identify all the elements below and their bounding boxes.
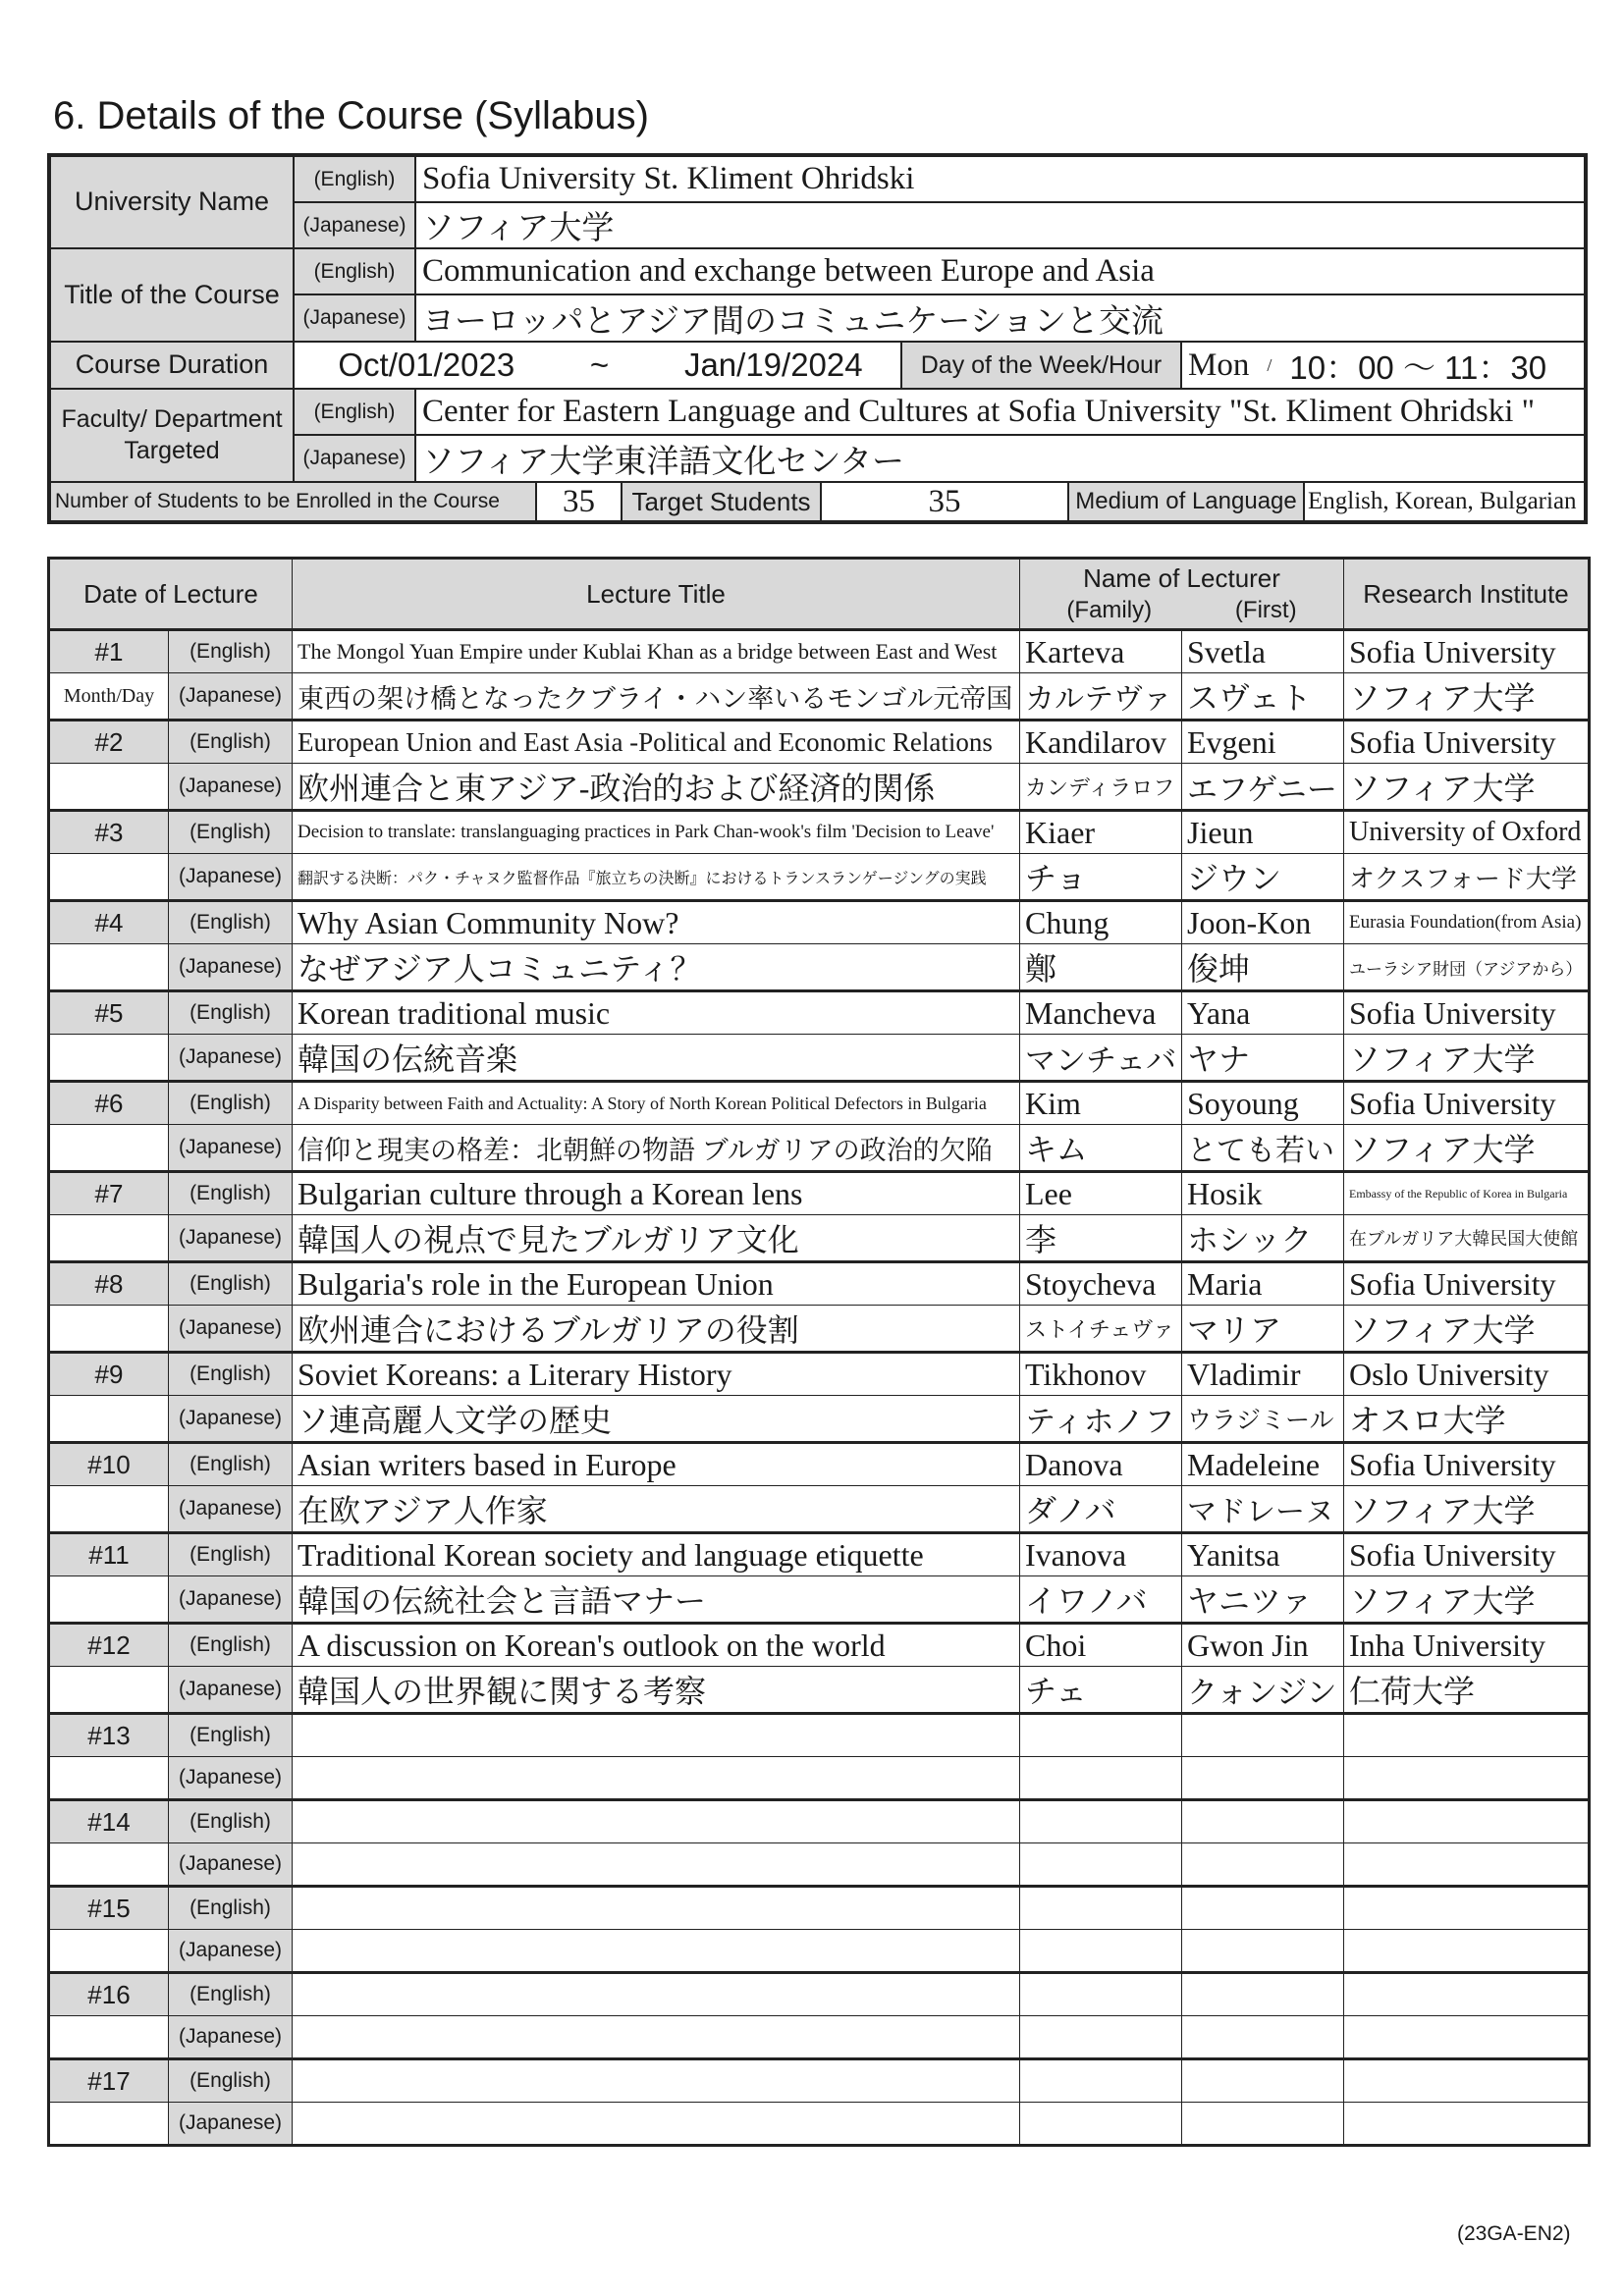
header-first: (First) bbox=[1234, 597, 1297, 624]
lecture-number: #13 bbox=[49, 1714, 169, 1757]
lecture-family-jp bbox=[1020, 2103, 1182, 2146]
lecture-family-en bbox=[1020, 1973, 1182, 2016]
lecture-inst-jp: ソフィア大学 bbox=[1344, 1125, 1590, 1172]
target-students-label: Target Students bbox=[622, 482, 821, 521]
lecture-title-jp bbox=[293, 1757, 1020, 1800]
lecture-row-japanese bbox=[49, 1843, 1590, 1887]
lecture-title-en: The Mongol Yuan Empire under Kublai Khan as a bridge between East and West bbox=[293, 630, 1020, 673]
lecture-date bbox=[49, 854, 169, 901]
lecture-family-jp: イワノバ bbox=[1020, 1576, 1182, 1624]
lecture-family-en: Tikhonov bbox=[1020, 1353, 1182, 1396]
lecture-family-jp bbox=[1020, 1930, 1182, 1973]
day-separator: / bbox=[1267, 354, 1272, 375]
lecture-inst-jp: ソフィア大学 bbox=[1344, 673, 1590, 721]
lecture-date bbox=[49, 2016, 169, 2059]
english-label: (English) bbox=[169, 1973, 293, 2016]
lecture-title-jp: 韓国人の世界観に関する考察 bbox=[293, 1667, 1020, 1714]
lecture-date bbox=[49, 1035, 169, 1082]
duration-start: Oct/01/2023 bbox=[338, 347, 515, 383]
course-title-jp: ヨーロッパとアジア間のコミュニケーションと交流 bbox=[415, 294, 1585, 342]
lecture-first-jp: 俊坤 bbox=[1182, 944, 1344, 991]
lecture-family-en: Ivanova bbox=[1020, 1533, 1182, 1576]
lecture-first-jp: ウラジミール bbox=[1182, 1396, 1344, 1443]
lecture-family-en: Danova bbox=[1020, 1443, 1182, 1486]
lecture-first-en: Joon-Kon bbox=[1182, 901, 1344, 944]
japanese-label: (Japanese) bbox=[294, 435, 415, 482]
lecture-family-en: Kiaer bbox=[1020, 811, 1182, 854]
lecture-inst-jp: オスロ大学 bbox=[1344, 1396, 1590, 1443]
japanese-label: (Japanese) bbox=[169, 2016, 293, 2059]
lecture-family-en bbox=[1020, 1800, 1182, 1843]
university-name-label: University Name bbox=[50, 156, 294, 248]
lecture-number: #14 bbox=[49, 1800, 169, 1843]
lecture-title-en bbox=[293, 1973, 1020, 2016]
lecture-family-jp: チョ bbox=[1020, 854, 1182, 901]
lecture-row-japanese bbox=[49, 764, 1590, 811]
english-label: (English) bbox=[169, 1624, 293, 1667]
lecture-first-en bbox=[1182, 1887, 1344, 1930]
enrolled-count: 35 bbox=[536, 482, 622, 521]
lecture-family-en: Stoycheva bbox=[1020, 1262, 1182, 1306]
lecture-title-jp: 翻訳する決断：パク・チャヌク監督作品『旅立ちの決断』におけるトランスランゲージングの実践 bbox=[293, 854, 1020, 901]
lecture-family-en: Lee bbox=[1020, 1172, 1182, 1215]
lecture-inst-jp: 在ブルガリア大韓民国大使館 bbox=[1344, 1215, 1590, 1262]
lecture-table bbox=[47, 557, 1591, 2147]
faculty-jp: ソフィア大学東洋語文化センター bbox=[415, 435, 1585, 482]
english-label: (English) bbox=[169, 1082, 293, 1125]
lecture-inst-jp: ソフィア大学 bbox=[1344, 1576, 1590, 1624]
lecture-family-jp: カルテヴァ bbox=[1020, 673, 1182, 721]
lecture-family-en bbox=[1020, 1714, 1182, 1757]
japanese-label: (Japanese) bbox=[294, 202, 415, 248]
lecture-family-en: Chung bbox=[1020, 901, 1182, 944]
lecture-title-jp: 韓国の伝統社会と言語マナー bbox=[293, 1576, 1020, 1624]
lecture-inst-en: Sofia University bbox=[1344, 1533, 1590, 1576]
lecture-family-en: Karteva bbox=[1020, 630, 1182, 673]
lecture-family-jp bbox=[1020, 1757, 1182, 1800]
japanese-label: (Japanese) bbox=[294, 294, 415, 342]
lecture-row-english bbox=[49, 1353, 1590, 1396]
lecture-family-jp: ダノバ bbox=[1020, 1486, 1182, 1533]
lecture-row-english bbox=[49, 721, 1590, 764]
japanese-label: (Japanese) bbox=[169, 1215, 293, 1262]
lecture-family-en: Choi bbox=[1020, 1624, 1182, 1667]
english-label: (English) bbox=[169, 1262, 293, 1306]
lecture-date bbox=[49, 1576, 169, 1624]
lecture-first-jp: とても若い bbox=[1182, 1125, 1344, 1172]
lecture-title-en: Traditional Korean society and language etiquette bbox=[293, 1533, 1020, 1576]
lecture-inst-en bbox=[1344, 1714, 1590, 1757]
lecture-first-en bbox=[1182, 1714, 1344, 1757]
lecture-family-en bbox=[1020, 1887, 1182, 1930]
lecture-inst-en: Eurasia Foundation(from Asia) bbox=[1344, 901, 1590, 944]
lecture-number: #3 bbox=[49, 811, 169, 854]
lecture-family-jp: カンディラロフ bbox=[1020, 764, 1182, 811]
english-label: (English) bbox=[169, 630, 293, 673]
lecture-date bbox=[49, 1486, 169, 1533]
lecture-first-en bbox=[1182, 1800, 1344, 1843]
lecture-number: #8 bbox=[49, 1262, 169, 1306]
lecture-number: #17 bbox=[49, 2059, 169, 2103]
english-label: (English) bbox=[169, 1172, 293, 1215]
lecture-title-en: Asian writers based in Europe bbox=[293, 1443, 1020, 1486]
japanese-label: (Japanese) bbox=[169, 673, 293, 721]
english-label: (English) bbox=[169, 721, 293, 764]
japanese-label: (Japanese) bbox=[169, 2103, 293, 2146]
lecture-family-jp bbox=[1020, 1843, 1182, 1887]
lecture-number: #4 bbox=[49, 901, 169, 944]
japanese-label: (Japanese) bbox=[169, 1930, 293, 1973]
lecture-inst-jp bbox=[1344, 1930, 1590, 1973]
english-label: (English) bbox=[294, 389, 415, 435]
hour: 10：00 ～ 11：30 bbox=[1289, 348, 1547, 386]
day: Mon bbox=[1188, 347, 1250, 383]
lecture-title-en: A discussion on Korean's outlook on the world bbox=[293, 1624, 1020, 1667]
lecture-number: #2 bbox=[49, 721, 169, 764]
english-label: (English) bbox=[169, 901, 293, 944]
english-label: (English) bbox=[169, 1714, 293, 1757]
lecture-row-english bbox=[49, 1262, 1590, 1306]
lecture-inst-en: Sofia University bbox=[1344, 721, 1590, 764]
lecture-number: #16 bbox=[49, 1973, 169, 2016]
english-label: (English) bbox=[169, 1443, 293, 1486]
lecture-inst-en: Sofia University bbox=[1344, 1443, 1590, 1486]
lecture-inst-jp: オクスフォード大学 bbox=[1344, 854, 1590, 901]
lecture-first-jp: スヴェト bbox=[1182, 673, 1344, 721]
lecture-first-jp bbox=[1182, 2103, 1344, 2146]
lecture-first-jp: ホシック bbox=[1182, 1215, 1344, 1262]
lecture-title-jp bbox=[293, 2103, 1020, 2146]
lecture-inst-jp bbox=[1344, 2016, 1590, 2059]
lecture-row-japanese bbox=[49, 854, 1590, 901]
target-students-count: 35 bbox=[821, 482, 1068, 521]
lecture-row-english bbox=[49, 991, 1590, 1035]
lecture-row-english bbox=[49, 1624, 1590, 1667]
lecture-number: #11 bbox=[49, 1533, 169, 1576]
lecture-first-jp: ヤナ bbox=[1182, 1035, 1344, 1082]
lecture-title-jp: ソ連高麗人文学の歴史 bbox=[293, 1396, 1020, 1443]
lecture-date bbox=[49, 1930, 169, 1973]
lecture-date bbox=[49, 1757, 169, 1800]
lecture-number: #7 bbox=[49, 1172, 169, 1215]
lecture-row-english bbox=[49, 1172, 1590, 1215]
japanese-label: (Japanese) bbox=[169, 944, 293, 991]
english-label: (English) bbox=[169, 2059, 293, 2103]
lecture-row-english bbox=[49, 1443, 1590, 1486]
lecture-first-en bbox=[1182, 2059, 1344, 2103]
lecture-row-japanese bbox=[49, 1396, 1590, 1443]
lecture-inst-jp: ソフィア大学 bbox=[1344, 764, 1590, 811]
lecture-inst-jp: 仁荷大学 bbox=[1344, 1667, 1590, 1714]
course-info-table bbox=[47, 153, 1588, 524]
lecture-family-en: Mancheva bbox=[1020, 991, 1182, 1035]
lecture-inst-en: Sofia University bbox=[1344, 991, 1590, 1035]
lecture-date bbox=[49, 1667, 169, 1714]
lecture-title-en: A Disparity between Faith and Actuality: A Story of North Korean Political Defectors in Bulgaria bbox=[293, 1082, 1020, 1125]
japanese-label: (Japanese) bbox=[169, 1667, 293, 1714]
lecture-title-en: Korean traditional music bbox=[293, 991, 1020, 1035]
header-date: Date of Lecture bbox=[49, 559, 293, 630]
lecture-first-jp bbox=[1182, 2016, 1344, 2059]
lecture-title-en: European Union and East Asia -Political and Economic Relations bbox=[293, 721, 1020, 764]
lecture-inst-jp bbox=[1344, 1843, 1590, 1887]
lecture-first-en: Madeleine bbox=[1182, 1443, 1344, 1486]
lecture-row-english bbox=[49, 630, 1590, 673]
lecture-first-en: Gwon Jin bbox=[1182, 1624, 1344, 1667]
medium-label: Medium of Language bbox=[1068, 482, 1304, 521]
english-label: (English) bbox=[169, 811, 293, 854]
lecture-inst-en: University of Oxford bbox=[1344, 811, 1590, 854]
lecture-inst-en: Sofia University bbox=[1344, 1082, 1590, 1125]
japanese-label: (Japanese) bbox=[169, 1486, 293, 1533]
lecture-title-jp bbox=[293, 1930, 1020, 1973]
lecture-title-jp: 信仰と現実の格差：北朝鮮の物語 ブルガリアの政治的欠陥 bbox=[293, 1125, 1020, 1172]
course-title-en: Communication and exchange between Europe and Asia bbox=[415, 248, 1585, 294]
lecture-number: #1 bbox=[49, 630, 169, 673]
lecture-title-jp: 欧州連合におけるブルガリアの役割 bbox=[293, 1306, 1020, 1353]
lecture-inst-en: Embassy of the Republic of Korea in Bulgaria bbox=[1344, 1172, 1590, 1215]
lecture-table-header bbox=[49, 559, 1590, 630]
lecture-row-english bbox=[49, 1973, 1590, 2016]
header-title: Lecture Title bbox=[293, 559, 1020, 630]
lecture-first-jp bbox=[1182, 1930, 1344, 1973]
lecture-title-jp: 在欧アジア人作家 bbox=[293, 1486, 1020, 1533]
lecture-title-en: Bulgaria's role in the European Union bbox=[293, 1262, 1020, 1306]
lecture-first-en: Jieun bbox=[1182, 811, 1344, 854]
lecture-date bbox=[49, 1843, 169, 1887]
lecture-first-jp bbox=[1182, 1843, 1344, 1887]
lecture-row-japanese bbox=[49, 2016, 1590, 2059]
lecture-row-japanese bbox=[49, 2103, 1590, 2146]
japanese-label: (Japanese) bbox=[169, 1757, 293, 1800]
lecture-title-en: Why Asian Community Now? bbox=[293, 901, 1020, 944]
lecture-title-jp: なぜアジア人コミュニティ？ bbox=[293, 944, 1020, 991]
lecture-row-english bbox=[49, 2059, 1590, 2103]
lecture-family-jp: ティホノフ bbox=[1020, 1396, 1182, 1443]
lecture-number: #12 bbox=[49, 1624, 169, 1667]
lecture-row-english bbox=[49, 1800, 1590, 1843]
lecture-date bbox=[49, 944, 169, 991]
lecture-family-jp: チェ bbox=[1020, 1667, 1182, 1714]
lecture-first-en: Soyoung bbox=[1182, 1082, 1344, 1125]
lecture-inst-jp: ユーラシア財団（アジアから） bbox=[1344, 944, 1590, 991]
lecture-row-english bbox=[49, 1887, 1590, 1930]
lecture-first-en: Hosik bbox=[1182, 1172, 1344, 1215]
lecture-number: #15 bbox=[49, 1887, 169, 1930]
lecture-row-english bbox=[49, 811, 1590, 854]
lecture-first-en: Svetla bbox=[1182, 630, 1344, 673]
lecture-number: #10 bbox=[49, 1443, 169, 1486]
duration-end: Jan/19/2024 bbox=[683, 347, 863, 383]
lecture-inst-jp: ソフィア大学 bbox=[1344, 1486, 1590, 1533]
japanese-label: (Japanese) bbox=[169, 764, 293, 811]
japanese-label: (Japanese) bbox=[169, 1576, 293, 1624]
lecture-title-jp: 東西の架け橋となったクブライ・ハン率いるモンゴル元帝国 bbox=[293, 673, 1020, 721]
lecture-title-jp: 欧州連合と東アジア-政治的および経済的関係 bbox=[293, 764, 1020, 811]
lecture-first-en: Vladimir bbox=[1182, 1353, 1344, 1396]
page-title: 6. Details of the Course (Syllabus) bbox=[53, 94, 649, 137]
english-label: (English) bbox=[169, 1800, 293, 1843]
english-label: (English) bbox=[169, 1353, 293, 1396]
course-duration-label: Course Duration bbox=[50, 342, 294, 389]
lecture-family-jp: 鄭 bbox=[1020, 944, 1182, 991]
lecture-title-en bbox=[293, 2059, 1020, 2103]
lecture-row-japanese bbox=[49, 1576, 1590, 1624]
lecture-row-japanese bbox=[49, 673, 1590, 721]
lecture-number: #6 bbox=[49, 1082, 169, 1125]
lecture-row-english bbox=[49, 901, 1590, 944]
header-lecturer-name: Name of Lecturer bbox=[1083, 562, 1280, 593]
english-label: (English) bbox=[169, 1887, 293, 1930]
lecture-date bbox=[49, 1125, 169, 1172]
lecture-first-en: Maria bbox=[1182, 1262, 1344, 1306]
english-label: (English) bbox=[169, 1533, 293, 1576]
lecture-row-english bbox=[49, 1533, 1590, 1576]
lecture-date bbox=[49, 1396, 169, 1443]
lecture-date bbox=[49, 1306, 169, 1353]
lecture-family-en: Kandilarov bbox=[1020, 721, 1182, 764]
lecture-family-jp bbox=[1020, 2016, 1182, 2059]
lecture-inst-en bbox=[1344, 1973, 1590, 2016]
lecture-title-en bbox=[293, 1714, 1020, 1757]
lecture-row-japanese bbox=[49, 1486, 1590, 1533]
lecture-title-en bbox=[293, 1800, 1020, 1843]
lecture-inst-jp: ソフィア大学 bbox=[1344, 1306, 1590, 1353]
header-family: (Family) bbox=[1066, 597, 1153, 624]
lecture-title-jp: 韓国人の視点で見たブルガリア文化 bbox=[293, 1215, 1020, 1262]
faculty-en: Center for Eastern Language and Cultures at Sofia University "St. Kliment Ohridski " bbox=[415, 389, 1585, 435]
header-lecturer bbox=[1020, 559, 1344, 630]
lecture-inst-en bbox=[1344, 1887, 1590, 1930]
japanese-label: (Japanese) bbox=[169, 1125, 293, 1172]
lecture-row-english bbox=[49, 1714, 1590, 1757]
faculty-label: Faculty/ Department Targeted bbox=[50, 389, 294, 482]
lecture-first-jp: ジウン bbox=[1182, 854, 1344, 901]
university-name-jp: ソフィア大学 bbox=[415, 202, 1585, 248]
lecture-title-jp bbox=[293, 1843, 1020, 1887]
lecture-date bbox=[49, 764, 169, 811]
day-hour-label: Day of the Week/Hour bbox=[901, 342, 1181, 389]
lecture-family-en bbox=[1020, 2059, 1182, 2103]
lecture-row-japanese bbox=[49, 1306, 1590, 1353]
lecture-row-japanese bbox=[49, 944, 1590, 991]
lecture-family-jp: マンチェバ bbox=[1020, 1035, 1182, 1082]
lecture-row-english bbox=[49, 1082, 1590, 1125]
lecture-first-jp bbox=[1182, 1757, 1344, 1800]
english-label: (English) bbox=[294, 156, 415, 202]
lecture-first-jp: クォンジン bbox=[1182, 1667, 1344, 1714]
japanese-label: (Japanese) bbox=[169, 1306, 293, 1353]
form-code: (23GA-EN2) bbox=[1457, 2222, 1571, 2245]
lecture-inst-en: Oslo University bbox=[1344, 1353, 1590, 1396]
japanese-label: (Japanese) bbox=[169, 1396, 293, 1443]
lecture-date bbox=[49, 1215, 169, 1262]
lecture-row-japanese bbox=[49, 1930, 1590, 1973]
duration-separator: ~ bbox=[589, 347, 610, 383]
japanese-label: (Japanese) bbox=[169, 1843, 293, 1887]
lecture-number: #9 bbox=[49, 1353, 169, 1396]
lecture-inst-jp bbox=[1344, 1757, 1590, 1800]
lecture-row-japanese bbox=[49, 1667, 1590, 1714]
lecture-title-en: Bulgarian culture through a Korean lens bbox=[293, 1172, 1020, 1215]
enrolled-label: Number of Students to be Enrolled in the Course bbox=[50, 482, 536, 521]
lecture-title-en: Soviet Koreans: a Literary History bbox=[293, 1353, 1020, 1396]
lecture-date bbox=[49, 2103, 169, 2146]
english-label: (English) bbox=[294, 248, 415, 294]
lecture-title-jp bbox=[293, 2016, 1020, 2059]
lecture-first-en bbox=[1182, 1973, 1344, 2016]
lecture-row-japanese bbox=[49, 1757, 1590, 1800]
lecture-inst-en bbox=[1344, 1800, 1590, 1843]
lecture-first-jp: エフゲニー bbox=[1182, 764, 1344, 811]
lecture-title-jp: 韓国の伝統音楽 bbox=[293, 1035, 1020, 1082]
english-label: (English) bbox=[169, 991, 293, 1035]
day-hour bbox=[1181, 342, 1585, 389]
lecture-first-en: Yanitsa bbox=[1182, 1533, 1344, 1576]
lecture-inst-en: Sofia University bbox=[1344, 630, 1590, 673]
lecture-family-jp: ストイチェヴァ bbox=[1020, 1306, 1182, 1353]
lecture-inst-en: Sofia University bbox=[1344, 1262, 1590, 1306]
japanese-label: (Japanese) bbox=[169, 854, 293, 901]
lecture-inst-en: Inha University bbox=[1344, 1624, 1590, 1667]
lecture-inst-jp: ソフィア大学 bbox=[1344, 1035, 1590, 1082]
lecture-family-jp: キム bbox=[1020, 1125, 1182, 1172]
lecture-row-japanese bbox=[49, 1215, 1590, 1262]
lecture-inst-en bbox=[1344, 2059, 1590, 2103]
lecture-first-jp: マドレーヌ bbox=[1182, 1486, 1344, 1533]
month-day-label: Month/Day bbox=[49, 673, 169, 721]
lecture-family-jp: 李 bbox=[1020, 1215, 1182, 1262]
lecture-first-jp: マリア bbox=[1182, 1306, 1344, 1353]
course-duration bbox=[294, 342, 901, 389]
lecture-first-en: Yana bbox=[1182, 991, 1344, 1035]
lecture-title-en: Decision to translate: translanguaging practices in Park Chan-wook's film 'Decision to Leave' bbox=[293, 811, 1020, 854]
lecture-title-en bbox=[293, 1887, 1020, 1930]
lecture-first-en: Evgeni bbox=[1182, 721, 1344, 764]
university-name-en: Sofia University St. Kliment Ohridski bbox=[415, 156, 1585, 202]
header-institute: Research Institute bbox=[1344, 559, 1590, 630]
medium-of-language: English, Korean, Bulgarian bbox=[1304, 482, 1585, 521]
japanese-label: (Japanese) bbox=[169, 1035, 293, 1082]
course-title-label: Title of the Course bbox=[50, 248, 294, 342]
lecture-row-japanese bbox=[49, 1035, 1590, 1082]
lecture-inst-jp bbox=[1344, 2103, 1590, 2146]
lecture-family-en: Kim bbox=[1020, 1082, 1182, 1125]
lecture-number: #5 bbox=[49, 991, 169, 1035]
lecture-first-jp: ヤニツァ bbox=[1182, 1576, 1344, 1624]
lecture-row-japanese bbox=[49, 1125, 1590, 1172]
